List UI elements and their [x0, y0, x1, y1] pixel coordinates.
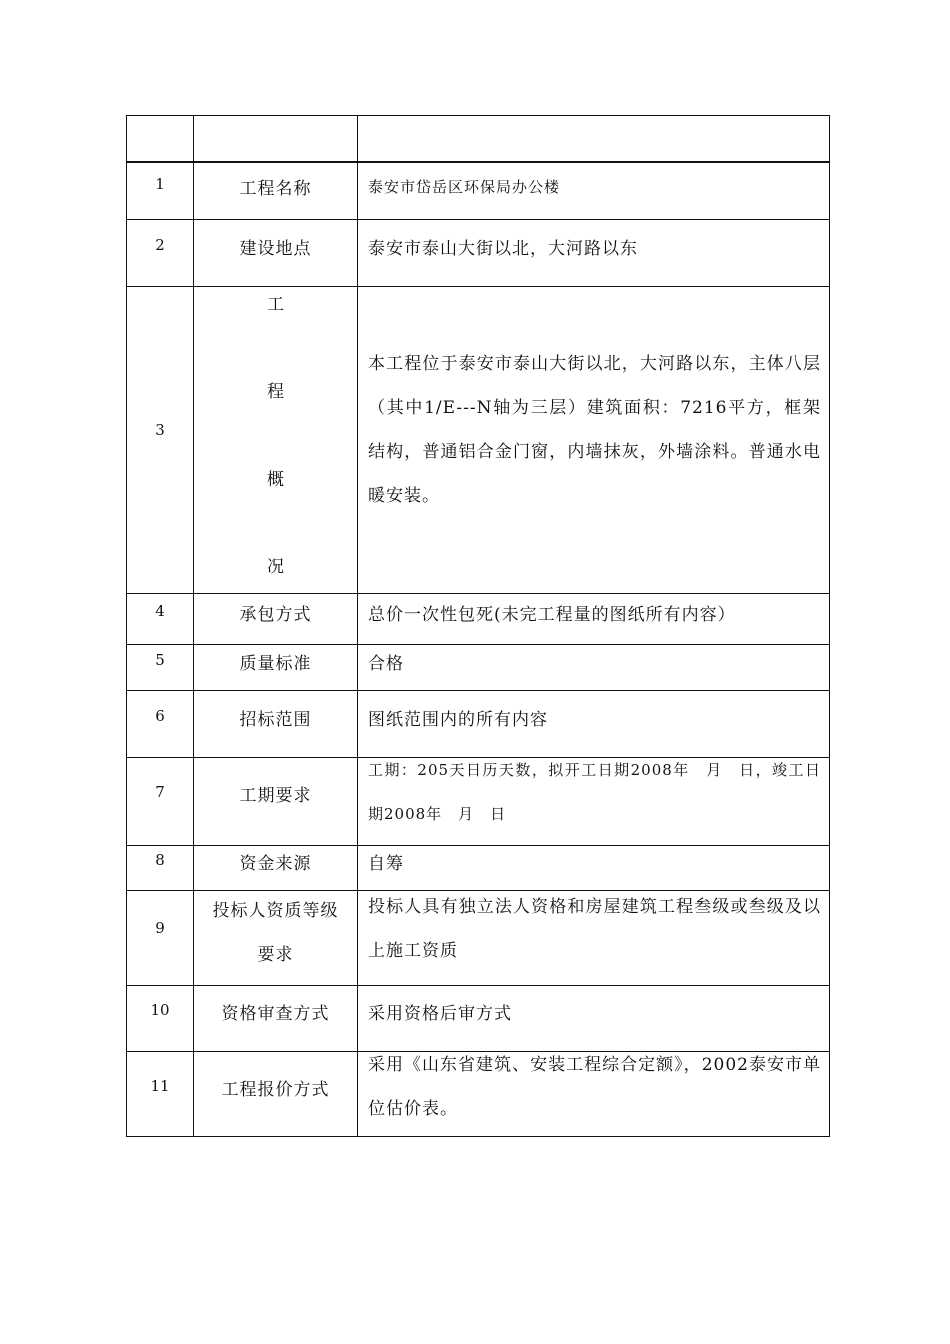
row-label-vertical	[194, 287, 358, 593]
row-number: 8	[155, 851, 165, 869]
table-row	[127, 1051, 829, 1136]
row-number: 6	[155, 707, 165, 725]
row-number: 3	[155, 421, 165, 439]
table-row	[127, 845, 829, 890]
row-value: 泰安市泰山大街以北，大河路以东	[368, 239, 638, 259]
table-row	[127, 593, 829, 644]
row-number: 5	[155, 651, 165, 669]
row-value: 总价一次性包死(未完工程量的图纸所有内容）	[368, 605, 736, 625]
header-cell-item	[194, 116, 358, 161]
header-cell-content	[358, 116, 829, 161]
bid-info-table	[126, 115, 830, 1137]
table-row	[127, 985, 829, 1051]
table-row	[127, 690, 829, 757]
row-number: 1	[155, 175, 165, 193]
row-label-char: 工	[267, 295, 284, 315]
row-value: 本工程位于泰安市泰山大街以北，大河路以东，主体八层（其中1/E---N轴为三层）建筑面积：7216平方，框架结构，普通铝合金门窗，内墙抹灰，外墙涂料。普通水电暖安装。	[368, 354, 821, 506]
table-row	[127, 161, 829, 219]
row-number: 7	[155, 783, 165, 801]
row-number: 11	[150, 1077, 170, 1095]
row-label-line1: 投标人资质等级	[212, 901, 339, 921]
row-number: 10	[150, 1001, 170, 1019]
row-value: 采用《山东省建筑、安装工程综合定额》，2002泰安市单位估价表。	[368, 1055, 821, 1119]
row-label-line2: 要求	[257, 945, 294, 965]
table-row	[127, 757, 829, 845]
row-label: 招标范围	[239, 710, 312, 730]
row-label: 工程报价方式	[221, 1080, 330, 1100]
row-value: 合格	[368, 654, 404, 674]
row-label: 承包方式	[239, 605, 312, 625]
row-value: 自筹	[368, 854, 404, 874]
table-row	[127, 644, 829, 690]
table-row	[127, 890, 829, 985]
row-label-char: 程	[267, 382, 284, 402]
row-label: 工程名称	[239, 179, 312, 199]
row-label: 资金来源	[239, 854, 312, 874]
row-label: 资格审查方式	[221, 1004, 330, 1024]
header-cell-no	[127, 116, 194, 161]
row-value: 图纸范围内的所有内容	[368, 710, 548, 730]
row-label: 建设地点	[239, 239, 312, 259]
row-label: 工期要求	[239, 786, 312, 806]
row-value: 采用资格后审方式	[368, 1004, 512, 1024]
row-number: 9	[155, 919, 165, 937]
row-value: 泰安市岱岳区环保局办公楼	[368, 178, 561, 196]
row-label-char: 况	[267, 557, 284, 577]
row-value: 投标人具有独立法人资格和房屋建筑工程叁级或叁级及以上施工资质	[368, 897, 821, 961]
table-row	[127, 286, 829, 593]
row-label-char: 概	[267, 470, 284, 490]
row-number: 4	[155, 602, 165, 620]
table-header-row	[127, 116, 829, 161]
row-number: 2	[155, 236, 165, 254]
row-value: 工期：205天日历天数，拟开工日期2008年 月 日，竣工日期2008年 月 日	[368, 761, 821, 823]
row-label: 质量标准	[239, 654, 312, 674]
table-row	[127, 219, 829, 286]
